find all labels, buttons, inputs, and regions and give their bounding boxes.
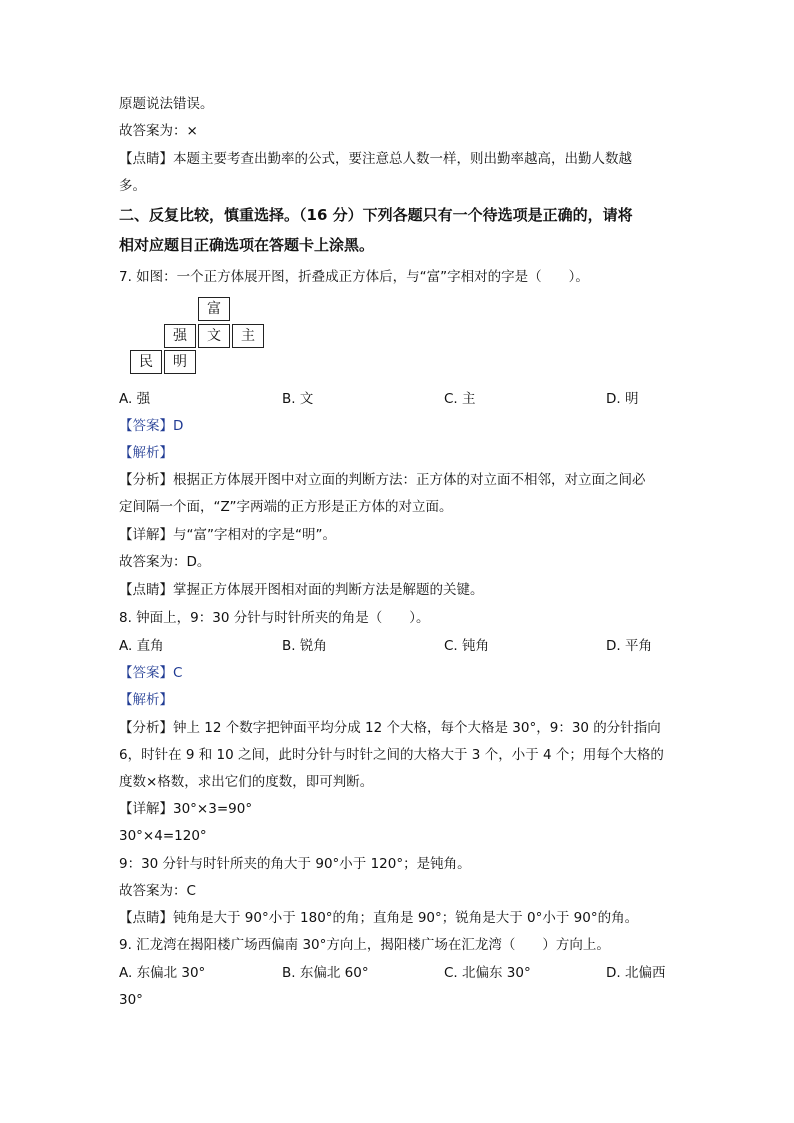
option-a: A. 直角 [119, 638, 164, 654]
text-line: 【点睛】钝角是大于 90°小于 180°的角；直角是 90°；锐角是大于 0°小于 90°的角。 [119, 910, 639, 926]
text-line: 9：30 分针与时针所夹的角大于 90°小于 120°；是钝角。 [119, 856, 471, 872]
analysis-label: 【解析】 [119, 692, 173, 708]
question-8: 8. 钟面上，9：30 分针与时针所夹的角是（ ）。 [119, 610, 430, 626]
text-line: 【详解】30°×3=90° [119, 801, 253, 817]
option-d: D. 平角 [606, 638, 652, 654]
net-cell: 主 [232, 324, 264, 348]
text-line: 多。 [119, 178, 146, 194]
option-c: C. 北偏东 30° [444, 965, 531, 981]
answer-label: 【答案】D [119, 418, 184, 434]
text-line: 度数×格数，求出它们的度数，即可判断。 [119, 774, 374, 790]
net-cell: 明 [164, 350, 196, 374]
text-line: 6，时针在 9 和 10 之间，此时分针与时针之间的大格大于 3 个，小于 4 个；用每个大格的 [119, 747, 664, 763]
question-7: 7. 如图：一个正方体展开图，折叠成正方体后，与“富”字相对的字是（ ）。 [119, 269, 589, 285]
text-line: 故答案为：× [119, 123, 198, 139]
net-cell: 文 [198, 324, 230, 348]
option-c: C. 钝角 [444, 638, 490, 654]
text-line: 【详解】与“富”字相对的字是“明”。 [119, 527, 336, 543]
option-a: A. 东偏北 30° [119, 965, 206, 981]
analysis-label: 【解析】 [119, 445, 173, 461]
net-cell: 民 [130, 350, 162, 374]
answer-label: 【答案】C [119, 665, 183, 681]
text-line: 【分析】钟上 12 个数字把钟面平均分成 12 个大格，每个大格是 30°，9：30 的分针指向 [119, 720, 661, 736]
option-a: A. 强 [119, 391, 151, 407]
text-line: 故答案为：D。 [119, 554, 211, 570]
text-line: 30°×4=120° [119, 828, 207, 844]
option-b: B. 文 [282, 391, 314, 407]
text-line: 定间隔一个面，“Z”字两端的正方形是正方体的对立面。 [119, 499, 453, 515]
text-line: 【分析】根据正方体展开图中对立面的判断方法：正方体的对立面不相邻，对立面之间必 [119, 472, 646, 488]
text-line: 故答案为：C [119, 883, 196, 899]
option-b: B. 东偏北 60° [282, 965, 369, 981]
section-heading: 相对应题目正确选项在答题卡上涂黑。 [119, 236, 375, 254]
option-b: B. 锐角 [282, 638, 327, 654]
text-line: 【点睛】本题主要考查出勤率的公式，要注意总人数一样，则出勤率越高，出勤人数越 [119, 151, 632, 167]
question-9: 9. 汇龙湾在揭阳楼广场西偏南 30°方向上，揭阳楼广场在汇龙湾（ ）方向上。 [119, 937, 610, 953]
section-heading: 二、反复比较，慎重选择。（16 分）下列各题只有一个待选项是正确的，请将 [119, 206, 633, 224]
text-line: 【点睛】掌握正方体展开图相对面的判断方法是解题的关键。 [119, 582, 484, 598]
option-c: C. 主 [444, 391, 476, 407]
net-cell: 强 [164, 324, 196, 348]
net-cell: 富 [198, 297, 230, 321]
cube-net-figure [130, 297, 270, 375]
text-line: 30° [119, 992, 143, 1008]
option-d: D. 北偏西 [606, 965, 666, 981]
text-line: 原题说法错误。 [119, 96, 214, 112]
option-d: D. 明 [606, 391, 639, 407]
